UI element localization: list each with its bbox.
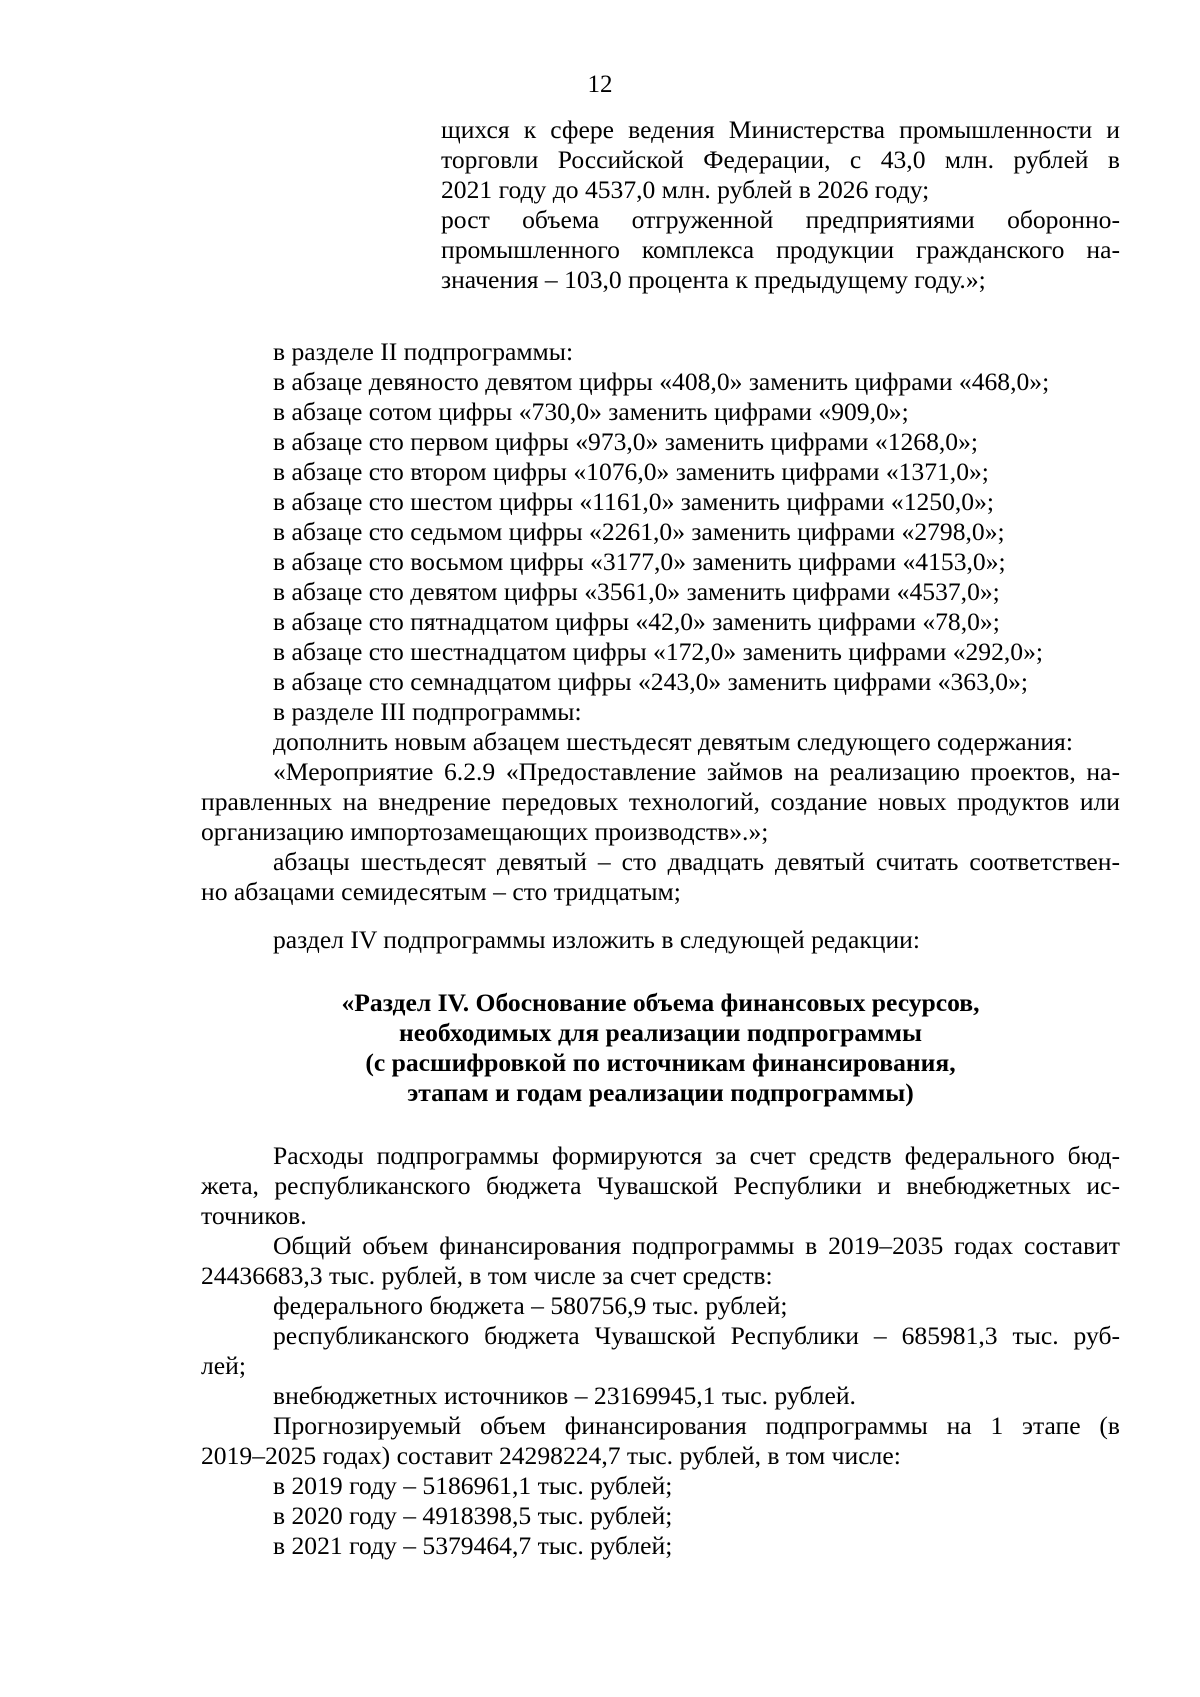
quoted-continuation bbox=[441, 115, 1120, 295]
stage-1-line: Прогнозируемый объем финансирования подпрограммы на 1 этапе (в bbox=[273, 1411, 1120, 1440]
quote-line: рост объема отгруженной предприятиями оборонно- bbox=[441, 205, 1120, 234]
amendment-item: в абзаце сотом цифры «730,0» заменить цифрами «909,0»; bbox=[273, 397, 909, 426]
quote-line: торговли Российской Федерации, с 43,0 млн. рублей в bbox=[441, 145, 1120, 174]
republic-budget-line: лей; bbox=[201, 1351, 246, 1380]
section-4-heading bbox=[201, 988, 1120, 1108]
amendment-item: в абзаце девяносто девятом цифры «408,0» заменить цифрами «468,0»; bbox=[273, 367, 1050, 396]
amendment-item: в абзаце сто втором цифры «1076,0» заменить цифрами «1371,0»; bbox=[273, 457, 989, 486]
extra-budget-line: внебюджетных источников – 23169945,1 тыс. рублей. bbox=[273, 1381, 856, 1410]
amendment-item: в абзаце сто первом цифры «973,0» заменить цифрами «1268,0»; bbox=[273, 427, 978, 456]
section-3-renumber-line: абзацы шестьдесят девятый – сто двадцать девятый считать соответствен- bbox=[273, 847, 1120, 876]
section-3-intro: в разделе III подпрограммы: bbox=[273, 697, 582, 726]
amendment-item: в абзаце сто девятом цифры «3561,0» заменить цифрами «4537,0»; bbox=[273, 577, 1000, 606]
financing-sources-line: точников. bbox=[201, 1201, 307, 1230]
amendment-item: в абзаце сто шестом цифры «1161,0» заменить цифрами «1250,0»; bbox=[273, 487, 994, 516]
section-3-renumber-line: но абзацами семидесятым – сто тридцатым; bbox=[201, 877, 681, 906]
section-3-quote-line: правленных на внедрение передовых технологий, создание новых продуктов или bbox=[201, 787, 1120, 816]
section-2-amendments bbox=[201, 337, 1120, 907]
amendment-item: в абзаце сто пятнадцатом цифры «42,0» заменить цифрами «78,0»; bbox=[273, 607, 1000, 636]
section-3-add-line: дополнить новым абзацем шестьдесят девятым следующего содержания: bbox=[273, 727, 1073, 756]
heading-line: «Раздел IV. Обоснование объема финансовых ресурсов, bbox=[341, 988, 980, 1017]
republic-budget-line: республиканского бюджета Чувашской Республики – 685981,3 тыс. руб- bbox=[273, 1321, 1120, 1350]
heading-line: (с расшифровкой по источникам финансирования, bbox=[365, 1048, 956, 1077]
page-number: 12 bbox=[587, 71, 613, 98]
amendment-item: в абзаце сто седьмом цифры «2261,0» заменить цифрами «2798,0»; bbox=[273, 517, 1005, 546]
financing-sources-line: жета, республиканского бюджета Чувашской Республики и внебюджетных ис- bbox=[201, 1171, 1120, 1200]
amendment-item: в абзаце сто семнадцатом цифры «243,0» заменить цифрами «363,0»; bbox=[273, 667, 1028, 696]
financing-total-line: 24436683,3 тыс. рублей, в том числе за счет средств: bbox=[201, 1261, 773, 1290]
quote-line: значения – 103,0 процента к предыдущему году.»; bbox=[441, 265, 986, 294]
quote-line: 2021 году до 4537,0 млн. рублей в 2026 году; bbox=[441, 175, 930, 204]
quote-line: щихся к сфере ведения Министерства промышленности и bbox=[441, 115, 1120, 144]
year-line: в 2019 году – 5186961,1 тыс. рублей; bbox=[273, 1471, 673, 1500]
year-line: в 2020 году – 4918398,5 тыс. рублей; bbox=[273, 1501, 673, 1530]
year-line: в 2021 году – 5379464,7 тыс. рублей; bbox=[273, 1531, 673, 1560]
amendment-item: в абзаце сто восьмом цифры «3177,0» заменить цифрами «4153,0»; bbox=[273, 547, 1006, 576]
heading-line: этапам и годам реализации подпрограммы) bbox=[407, 1078, 914, 1107]
stage-1-line: 2019–2025 годах) составит 24298224,7 тыс. рублей, в том числе: bbox=[201, 1441, 901, 1470]
section-3-quote-line: организацию импортозамещающих производств».»; bbox=[201, 817, 769, 846]
section-4-intro-block bbox=[201, 925, 1120, 955]
section-4-intro: раздел IV подпрограммы изложить в следующей редакции: bbox=[273, 925, 920, 954]
quote-line: промышленного комплекса продукции гражданского на- bbox=[441, 235, 1120, 264]
financing-total-line: Общий объем финансирования подпрограммы в 2019–2035 годах составит bbox=[273, 1231, 1120, 1260]
federal-budget-line: федерального бюджета – 580756,9 тыс. рублей; bbox=[273, 1291, 788, 1320]
section-2-intro: в разделе II подпрограммы: bbox=[273, 337, 574, 366]
amendment-item: в абзаце сто шестнадцатом цифры «172,0» заменить цифрами «292,0»; bbox=[273, 637, 1043, 666]
section-3-quote-line: «Мероприятие 6.2.9 «Предоставление займов на реализацию проектов, на- bbox=[273, 757, 1120, 786]
financing-sources-line: Расходы подпрограммы формируются за счет средств федерального бюд- bbox=[273, 1141, 1120, 1170]
financing-section bbox=[201, 1141, 1120, 1561]
heading-line: необходимых для реализации подпрограммы bbox=[399, 1018, 922, 1047]
